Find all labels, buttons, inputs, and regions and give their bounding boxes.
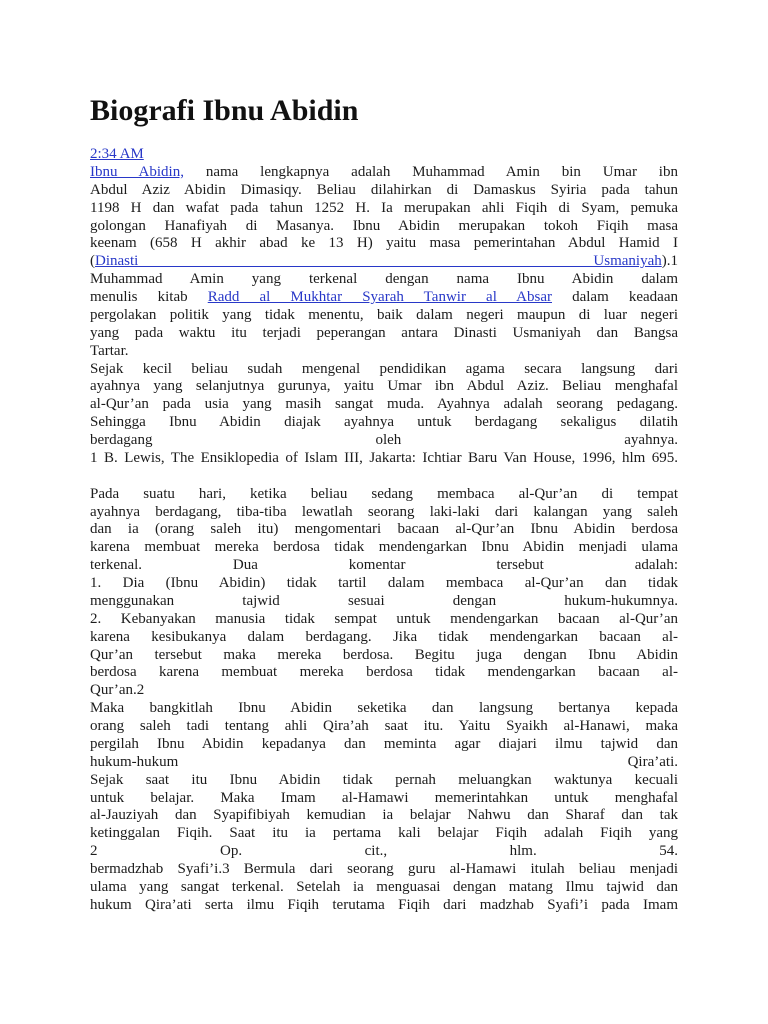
- text-line: [90, 200, 678, 218]
- text-run: al-Qur’an pada usia yang masih sangat muda. Ayahnya adalah seorang pedagang.: [90, 396, 678, 413]
- text-run: karena membuat mereka berdosa tidak mendengarkan Ibnu Abidin menjadi ulama: [90, 539, 678, 556]
- text-run: nama lengkapnya adalah Muhammad Amin bin Umar ibn: [183, 163, 678, 180]
- text-line: [90, 557, 678, 575]
- text-run: Maka bangkitlah Ibnu Abidin seketika dan langsung bertanya kepada: [90, 700, 678, 717]
- text-line: [90, 182, 678, 200]
- page-title: Biografi Ibnu Abidin: [90, 94, 359, 127]
- text-line: [90, 575, 678, 593]
- text-run: golongan Hanafiyah di Masanya. Ibnu Abidin merupakan tokoh Fiqih masa: [90, 217, 678, 234]
- text-run: dalam keadaan: [552, 289, 678, 305]
- text-run: Tartar.: [90, 342, 129, 359]
- text-line: [90, 253, 678, 271]
- text-run: yang pada waktu itu terjadi peperangan antara Dinasti Usmaniyah dan Bangsa: [90, 324, 678, 341]
- text-line: [90, 486, 678, 504]
- text-line: [90, 629, 678, 647]
- text-run: orang saleh tadi tentang ahli Qira’ah saat itu. Yaitu Syaikh al-Hanawi, maka: [90, 718, 678, 734]
- text-run: menggunakan tajwid sesuai dengan hukum-hukumnya.: [90, 592, 678, 609]
- text-run: hukum-hukum Qira’ati.: [90, 753, 678, 770]
- blank-line: [90, 468, 678, 486]
- text-line: [90, 593, 678, 611]
- text-run: hukum Qira’ati serta ilmu Fiqih terutama Fiqih dari madzhab Syafi’i pada Imam: [90, 896, 678, 913]
- text-line: [90, 682, 678, 700]
- text-line: [90, 504, 678, 522]
- text-line: [90, 450, 678, 468]
- text-line: [90, 718, 678, 736]
- text-line: [90, 647, 678, 665]
- text-run: terkenal. Dua komentar tersebut adalah:: [90, 557, 678, 574]
- article-link[interactable]: Dinasti Usmaniyah: [95, 253, 662, 270]
- text-run: Sehingga Ibnu Abidin diajak ayahnya untuk berdagang sekaligus dilatih: [90, 414, 678, 431]
- text-line: [90, 611, 678, 629]
- text-line: [90, 879, 678, 897]
- text-line: [90, 700, 678, 718]
- text-line: [90, 271, 678, 289]
- text-line: [90, 664, 678, 682]
- text-line: [90, 432, 678, 450]
- text-line: [90, 843, 678, 861]
- text-line: [90, 289, 678, 307]
- text-line: [90, 343, 678, 361]
- text-line: [90, 164, 678, 182]
- text-run: karena kesibukanya dalam berdagang. Jika tidak mendengarkan bacaan al-: [90, 628, 678, 645]
- text-run: pergilah Ibnu Abidin kepadanya dan meminta agar diajari ilmu tajwid dan: [90, 735, 678, 752]
- text-run: pergolakan politik yang tidak menentu, baik dalam negeri maupun di luar negeri: [90, 306, 678, 323]
- text-line: [90, 396, 678, 414]
- text-run: 2 Op. cit., hlm. 54.: [90, 843, 678, 860]
- text-run: 2. Kebanyakan manusia tidak sempat untuk mendengarkan bacaan al-Qur’an: [90, 610, 678, 627]
- text-run: 1198 H dan wafat pada tahun 1252 H. Ia merupakan ahli Fiqih di Syam, pemuka: [90, 199, 678, 216]
- text-run: 1 B. Lewis, The Ensiklopedia of Islam III, Jakarta: Ichtiar Baru Van House, 1996, hlm 695.: [90, 449, 678, 466]
- article-link[interactable]: Radd al Mukhtar Syarah Tanwir al Absar: [207, 289, 552, 305]
- post-timestamp-link[interactable]: 2:34 AM: [90, 146, 144, 162]
- text-run: Sejak kecil beliau sudah mengenal pendidikan agama secara langsung dari: [90, 360, 678, 377]
- text-line: [90, 414, 678, 432]
- text-line: [90, 235, 678, 253]
- article-body: [90, 146, 678, 915]
- text-line: [90, 539, 678, 557]
- text-run: Pada suatu hari, ketika beliau sedang membaca al-Qur’an di tempat: [90, 485, 678, 502]
- text-line: [90, 861, 678, 879]
- text-line: [90, 325, 678, 343]
- article-text: [90, 164, 678, 915]
- text-line: [90, 361, 678, 379]
- text-run: Qur’an tersebut maka mereka berdosa. Begitu juga dengan Ibnu Abidin: [90, 646, 678, 663]
- text-run: dan ia (orang saleh itu) mengomentari bacaan al-Qur’an Ibnu Abidin berdosa: [90, 521, 678, 538]
- text-line: [90, 772, 678, 790]
- text-line: [90, 807, 678, 825]
- text-line: [90, 378, 678, 396]
- text-run: berdosa karena membuat mereka berdosa tidak mendengarkan bacaan al-: [90, 664, 678, 681]
- text-run: ayahnya yang selanjutnya gurunya, yaitu Umar ibn Abdul Aziz. Beliau menghafal: [90, 378, 678, 395]
- text-run: Qur’an.2: [90, 682, 145, 699]
- text-run: al-Jauziyah dan Syapifibiyah kemudian ia belajar Nahwu dan Sharaf dan tak: [90, 807, 678, 824]
- text-line: [90, 754, 678, 772]
- text-run: ketinggalan Fiqih. Saat itu ia pertama kali belajar Fiqih adalah Fiqih yang: [90, 825, 678, 842]
- text-line: [90, 736, 678, 754]
- text-run: Muhammad Amin yang terkenal dengan nama Ibnu Abidin dalam: [90, 271, 678, 288]
- text-line: [90, 521, 678, 539]
- text-line: [90, 218, 678, 236]
- text-run: 1. Dia (Ibnu Abidin) tidak tartil dalam membaca al-Qur’an dan tidak: [90, 575, 678, 591]
- text-run: bermadzhab Syafi’i.3 Bermula dari seorang guru al-Hamawi itulah beliau menjadi: [90, 861, 678, 877]
- text-line: [90, 825, 678, 843]
- timestamp-line: [90, 146, 678, 164]
- text-run: Sejak saat itu Ibnu Abidin tidak pernah meluangkan waktunya kecuali: [90, 771, 678, 788]
- text-line: [90, 307, 678, 325]
- text-line: [90, 790, 678, 808]
- text-run: keenam (658 H akhir abad ke 13 H) yaitu masa pemerintahan Abdul Hamid I: [90, 235, 678, 252]
- text-line: [90, 897, 678, 915]
- text-run: ).1: [661, 253, 678, 270]
- text-run: berdagang oleh ayahnya.: [90, 432, 678, 448]
- text-run: untuk belajar. Maka Imam al-Hamawi memerintahkan untuk menghafal: [90, 789, 678, 806]
- text-run: (: [90, 253, 95, 270]
- text-run: Abdul Aziz Abidin Dimasiqy. Beliau dilahirkan di Damaskus Syiria pada tahun: [90, 181, 678, 198]
- article-link[interactable]: Ibnu Abidin,: [90, 163, 184, 180]
- text-run: ayahnya berdagang, tiba-tiba lewatlah seorang laki-laki dari kalangan yang saleh: [90, 503, 678, 520]
- text-run: ulama yang sangat terkenal. Setelah ia menguasai dengan matang Ilmu tajwid dan: [90, 878, 678, 895]
- text-run: menulis kitab: [90, 289, 208, 305]
